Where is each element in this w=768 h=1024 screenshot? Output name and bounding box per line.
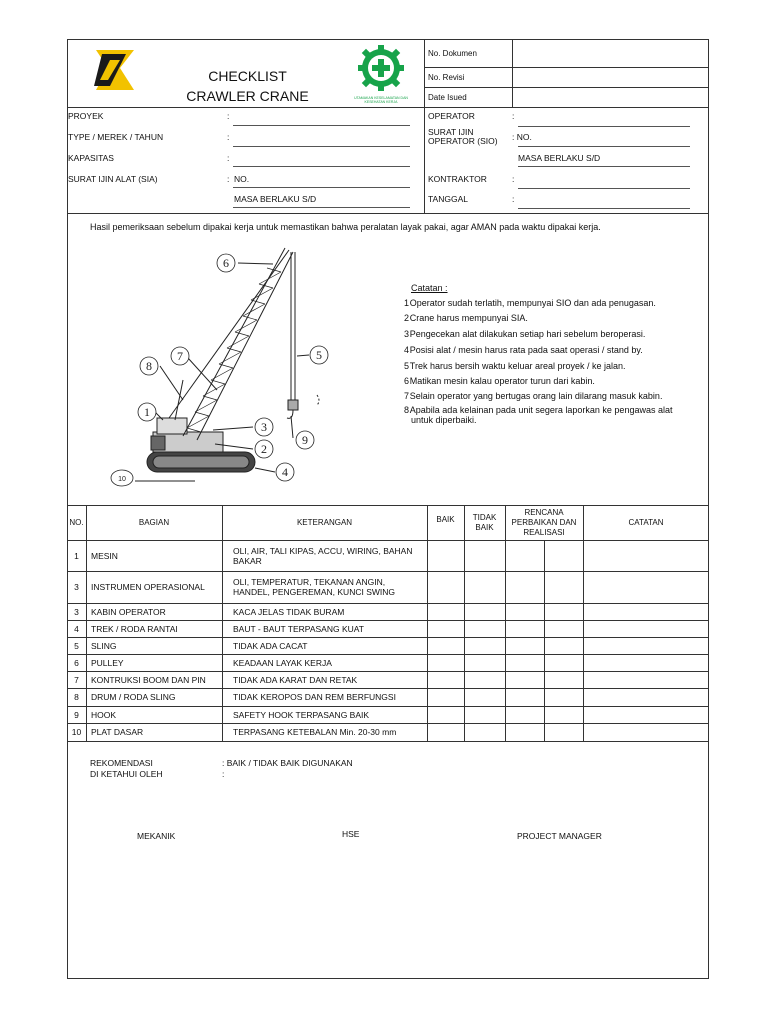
col-border: [583, 505, 584, 741]
row-no: 7: [74, 674, 79, 685]
colon: :: [227, 174, 230, 184]
callout-label-4: 4: [282, 465, 288, 479]
sia-no-label: NO.: [234, 174, 250, 184]
signature-mekanik: MEKANIK: [137, 831, 176, 841]
row-no: 4: [74, 623, 79, 634]
note-item: 7 Selain operator yang bertugas orang lain dilarang masuk kabin.: [404, 391, 663, 401]
note-item: 4 Posisi alat / mesin harus rata pada saat operasi / stand by.: [404, 345, 643, 355]
signature-project-manager: PROJECT MANAGER: [517, 831, 602, 841]
row-keterangan: KEADAAN LAYAK KERJA: [233, 657, 332, 668]
operator-label: OPERATOR: [428, 111, 475, 121]
diketahui-label: DI KETAHUI OLEH: [90, 769, 163, 779]
note-item: 1 Operator sudah terlatih, mempunyai SIO dan ada penugasan.: [404, 298, 656, 308]
row-bagian: HOOK: [91, 709, 117, 720]
colon: :: [227, 132, 230, 142]
colon: :: [512, 174, 515, 184]
note-item: 5 Trek harus bersih waktu keluar areal proyek / ke jalan.: [404, 361, 626, 371]
k3-logo-text: UTAMAKAN KESELAMATAN DAN KESEHATAN KERJA: [354, 96, 408, 104]
row-keterangan: BAUT - BAUT TERPASANG KUAT: [233, 623, 364, 634]
divider: [67, 213, 709, 214]
date-issued-label: Date Isued: [428, 93, 467, 102]
note-item: 6 Matikan mesin kalau operator turun dari kabin.: [404, 376, 595, 386]
row-keterangan: KACA JELAS TIDAK BURAM: [233, 606, 345, 617]
colon: :: [227, 153, 230, 163]
row-keterangan: OLI, TEMPERATUR, TEKANAN ANGIN, HANDEL, PENGEREMAN, KUNCI SWING: [233, 577, 395, 597]
row-no: 5: [74, 640, 79, 651]
th-baik: BAIK: [436, 515, 455, 524]
rekomendasi-value: : BAIK / TIDAK BAIK DIGUNAKAN: [222, 758, 353, 768]
sio-masa-label: MASA BERLAKU S/D: [518, 153, 601, 163]
callout-label-2: 2: [261, 442, 267, 456]
note-item: 2 Crane harus mempunyai SIA.: [404, 313, 528, 323]
sio-label-line1: SURAT IJIN: [428, 127, 474, 137]
row-bagian: TREK / RODA RANTAI: [91, 623, 178, 634]
row-bagian: DRUM / RODA SLING: [91, 692, 176, 702]
row-bagian: PULLEY: [91, 657, 124, 668]
col-border: [86, 505, 87, 741]
divider: [424, 67, 709, 68]
sia-masa-label: MASA BERLAKU S/D: [234, 194, 317, 204]
rekomendasi-label: REKOMENDASI: [90, 758, 153, 768]
colon: :: [227, 111, 230, 121]
colon: :: [512, 194, 515, 204]
note-item-8-continued: untuk diperbaiki.: [411, 415, 477, 425]
col-border: [544, 540, 545, 741]
no-dokumen-label: No. Dokumen: [428, 49, 477, 58]
callout-label-8: 8: [146, 359, 152, 373]
intro-text: Hasil pemeriksaan sebelum dipakai kerja untuk memastikan bahwa peralatan layak pakai, agar AMAN pada waktu dipakai kerja.: [90, 222, 601, 232]
no-revisi-label: No. Revisi: [428, 73, 465, 82]
row-keterangan: TIDAK ADA KARAT DAN RETAK: [233, 674, 358, 685]
th-rencana: RENCANA PERBAIKAN DAN REALISASI: [511, 507, 577, 537]
sia-masa-field[interactable]: [233, 207, 410, 208]
row-bagian: MESIN: [91, 550, 118, 561]
type-label: TYPE / MEREK / TAHUN: [68, 132, 164, 142]
callout-label-1: 1: [144, 405, 150, 419]
divider: [424, 87, 709, 88]
note-item: 8 Apabila ada kelainan pada unit segera laporkan ke pengawas alat: [404, 405, 673, 415]
callout-label-7: 7: [177, 349, 183, 363]
divider: [67, 107, 709, 108]
row-bagian: INSTRUMEN OPERASIONAL: [91, 582, 205, 592]
colon: :: [512, 111, 515, 121]
note-item: 3 Pengecekan alat dilakukan setiap hari sebelum beroperasi.: [404, 329, 646, 339]
diketahui-value: :: [222, 769, 225, 779]
sio-no-field[interactable]: [518, 146, 690, 147]
table-bottom-border: [67, 741, 709, 742]
th-catatan: CATATAN: [628, 517, 664, 527]
kontraktor-field[interactable]: [518, 188, 690, 189]
row-keterangan: TIDAK ADA CACAT: [233, 640, 308, 651]
proyek-field[interactable]: [233, 125, 410, 126]
callout-label-10: 10: [118, 476, 126, 483]
row-no: 3: [74, 582, 79, 592]
operator-field[interactable]: [518, 126, 690, 127]
row-bagian: KONTRUKSI BOOM DAN PIN: [91, 674, 206, 685]
sio-label-line2: OPERATOR (SIO): [428, 136, 498, 146]
crawler-crane-diagram-icon: [105, 240, 335, 495]
company-logo-icon: [90, 46, 138, 94]
type-field[interactable]: [233, 146, 410, 147]
tanggal-label: TANGGAL: [428, 194, 468, 204]
col-border: [505, 505, 506, 741]
callout-label-3: 3: [261, 420, 267, 434]
row-no: 1: [74, 550, 79, 561]
tanggal-field[interactable]: [518, 208, 690, 209]
row-bagian: KABIN OPERATOR: [91, 606, 166, 617]
th-keterangan: KETERANGAN: [296, 517, 353, 527]
row-keterangan: TERPASANG KETEBALAN Min. 20-30 mm: [233, 727, 397, 737]
col-border: [464, 505, 465, 741]
callout-label-9: 9: [302, 433, 308, 447]
th-tidak-baik: TIDAK BAIK: [472, 512, 497, 532]
th-no: NO.: [69, 517, 84, 527]
title-line1: CHECKLIST: [208, 68, 287, 84]
divider: [512, 39, 513, 107]
row-keterangan: OLI, AIR, TALI KIPAS, ACCU, WIRING, BAHAN BAKAR: [233, 545, 413, 566]
callout-label-5: 5: [316, 348, 322, 362]
kontraktor-label: KONTRAKTOR: [428, 174, 487, 184]
sia-no-field[interactable]: [233, 187, 410, 188]
signature-hse: HSE: [342, 829, 360, 839]
row-keterangan: TIDAK KEROPOS DAN REM BERFUNGSI: [233, 692, 396, 702]
proyek-label: PROYEK: [68, 111, 104, 121]
notes-heading: Catatan :: [411, 283, 448, 293]
sio-no-label: : NO.: [512, 132, 532, 142]
k3-safety-gear-icon: [355, 44, 407, 96]
row-bagian: SLING: [91, 640, 117, 651]
row-keterangan: SAFETY HOOK TERPASANG BAIK: [233, 709, 370, 720]
row-no: 9: [74, 709, 79, 720]
callout-label-6: 6: [223, 256, 229, 270]
kapasitas-label: KAPASITAS: [68, 153, 114, 163]
divider: [424, 39, 425, 213]
row-bagian: PLAT DASAR: [91, 727, 144, 737]
sia-label: SURAT IJIN ALAT (SIA): [68, 174, 158, 184]
row-no: 8: [74, 692, 79, 702]
th-bagian: BAGIAN: [138, 517, 170, 527]
col-border: [427, 505, 428, 741]
row-no: 10: [71, 727, 82, 737]
row-no: 3: [74, 606, 79, 617]
col-border: [222, 505, 223, 741]
row-no: 6: [74, 657, 79, 668]
sio-masa-field[interactable]: [518, 166, 690, 167]
kapasitas-field[interactable]: [233, 166, 410, 167]
title-line2: CRAWLER CRANE: [186, 88, 309, 104]
